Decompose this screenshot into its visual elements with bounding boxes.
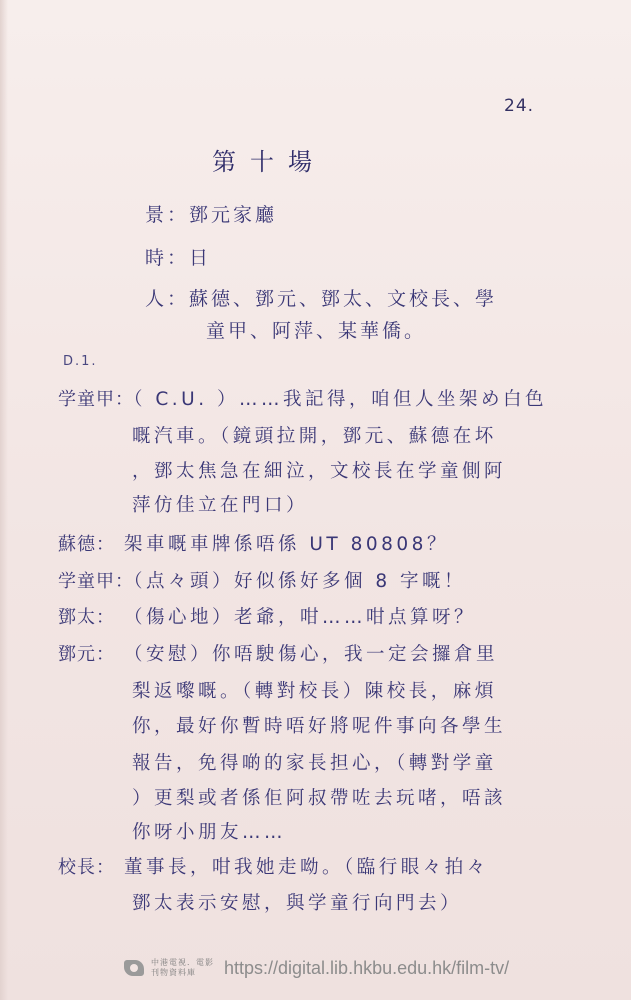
dialogue-line: ，鄧太焦急在細泣，文校長在学童側阿 [132,461,507,482]
page-number: 24. [504,96,535,116]
scene-title: 第十場 [212,148,326,176]
dialogue-line: ）更梨或者係佢阿叔帶咗去玩啫，唔該 [132,788,507,809]
library-watermark [122,951,509,985]
scene-characters [145,284,497,311]
dialogue-line: （傷心地）老爺，咁……咁点算呀？ [124,607,477,628]
speaker-name: 鄧太： [58,607,115,628]
dialogue-line: （ C.U. ）……我記得，咱但人坐架め白色 [124,389,547,410]
speaker-name: 学童甲： [58,571,134,592]
characters-line-1: 蘇德、鄧元、鄧太、文校長、學 [189,288,498,310]
shot-marker: D.1. [63,354,98,369]
dialogue-line: 你，最好你暫時唔好將呢件事向各學生 [132,716,507,737]
characters-label: 人： [145,288,190,310]
library-name-line-1: 中港電視．電影 [151,958,214,967]
speaker-name: 学童甲： [58,389,134,410]
dialogue-line: 你呀小朋友…… [132,822,287,843]
source-url: https://digital.lib.hkbu.edu.hk/film-tv/ [224,957,510,978]
scene-setting [145,200,277,227]
time-label: 時： [145,247,190,269]
setting-label: 景： [145,204,190,226]
dialogue-line: （点々頭）好似係好多個 8 字嘅！ [124,571,467,592]
speaker-name: 校長： [58,857,115,878]
dialogue-line: 董事長，咁我她走呦。（臨行眼々拍々 [124,857,489,878]
dialogue-line: 嘅汽車。（鏡頭拉開，鄧元、蘇德在坏 [132,426,497,447]
time-value: 日 [189,247,212,269]
library-name-line-2: 刊物資料庫 [151,968,196,977]
speaker-name: 蘇德： [58,534,115,555]
page-fold-shadow [0,0,8,1000]
dialogue-line: 萍仿佳立在門口） [132,495,309,516]
dialogue-line: （安慰）你唔駛傷心，我一定会攞倉里 [124,644,499,665]
dialogue-line: 報告，免得啲的家長担心，（轉對学童 [132,753,497,774]
dialogue-line: 鄧太表示安慰，與学童行向門去） [132,893,463,914]
scene-time [145,243,211,270]
characters-line-2: 童甲、阿萍、某華僑。 [206,320,427,342]
speaker-name: 鄧元： [58,644,115,665]
library-name [151,958,214,978]
setting-value: 鄧元家廳 [189,204,278,226]
library-logo-icon [122,957,146,979]
dialogue-line: 梨返嚟嘅。（轉對校長）陳校長，麻煩 [132,681,497,702]
dialogue-line: 架車嘅車牌係唔係 UT 80808？ [124,534,449,555]
